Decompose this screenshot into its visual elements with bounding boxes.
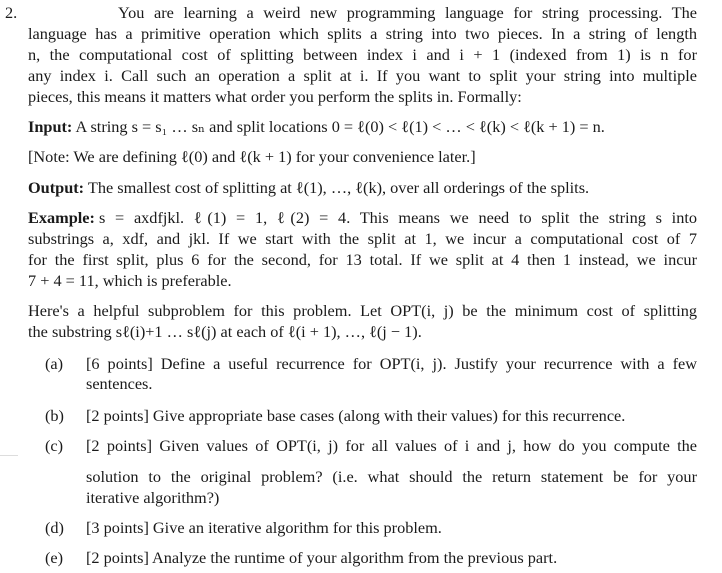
part-c-line: iterative algorithm?)	[86, 488, 220, 507]
part-b-line: [2 points] Give appropriate base cases (along with their values) for this recurrence.	[86, 406, 626, 425]
example-line	[28, 208, 697, 228]
input-label: Input:	[28, 117, 73, 136]
intro-line: any index i. Call such an operation a split at i. If you want to split your string into multiple	[28, 66, 697, 85]
subproblem-line: Here's a helpful subproblem for this problem. Let OPT(i, j) be the minimum cost of splitting	[28, 301, 697, 320]
example-label: Example:	[28, 208, 95, 227]
question-number: 2.	[5, 3, 18, 22]
output-spec	[28, 178, 697, 198]
part-a-label: (a)	[45, 354, 64, 373]
intro-line: pieces, this means it matters what order you perform the splits in. Formally:	[28, 87, 522, 106]
intro-line: You are learning a weird new programming language for string processing. The	[118, 3, 697, 22]
input-spec	[28, 117, 697, 137]
part-a-line: sentences.	[86, 374, 153, 393]
part-e-line: [2 points] Analyze the runtime of your algorithm from the previous part.	[86, 548, 558, 567]
part-e-label: (e)	[45, 548, 64, 567]
output-text: The smallest cost of splitting at ℓ(1), …, ℓ(k), over all orderings of the splits.	[84, 178, 590, 197]
example-text: s = axdfjkl. ℓ(1) = 1, ℓ(2) = 4. This means we need to split the string s into	[98, 208, 697, 227]
example-line: 7 + 4 = 11, which is preferable.	[28, 271, 232, 290]
part-c-label: (c)	[45, 436, 64, 455]
intro-line: n, the computational cost of splitting between index i and i + 1 (indexed from 1) is n for	[28, 45, 697, 64]
part-d-line: [3 points] Give an iterative algorithm for this problem.	[86, 518, 442, 537]
note: [Note: We are defining ℓ(0) and ℓ(k + 1) for your convenience later.]	[28, 147, 476, 166]
input-text: A string s = s₁ … sₙ and split locations 0 = ℓ(0) < ℓ(1) < … < ℓ(k) < ℓ(k + 1) = n.	[72, 117, 605, 136]
part-c-line: solution to the original problem? (i.e. what should the return statement be for your	[86, 467, 697, 486]
subproblem-line: the substring sℓ(i)+1 … sℓ(j) at each of ℓ(i + 1), …, ℓ(j − 1).	[28, 322, 422, 341]
example-line: substrings a, xdf, and jkl. If we start with the split at 1, we incur a computational cost of 7	[28, 229, 697, 248]
part-d-label: (d)	[45, 518, 64, 537]
page-divider	[0, 455, 18, 456]
part-a-line: [6 points] Define a useful recurrence for OPT(i, j). Justify your recurrence with a few	[86, 354, 697, 373]
example-line: for the first split, plus 6 for the second, for 13 total. If we split at 4 then 1 instead, we incur	[28, 250, 697, 269]
output-label: Output:	[28, 178, 85, 197]
intro-line: language has a primitive operation which splits a string into two pieces. In a string of length	[28, 24, 697, 43]
part-b-label: (b)	[45, 406, 64, 425]
part-c-line: [2 points] Given values of OPT(i, j) for all values of i and j, how do you compute the	[86, 436, 697, 455]
